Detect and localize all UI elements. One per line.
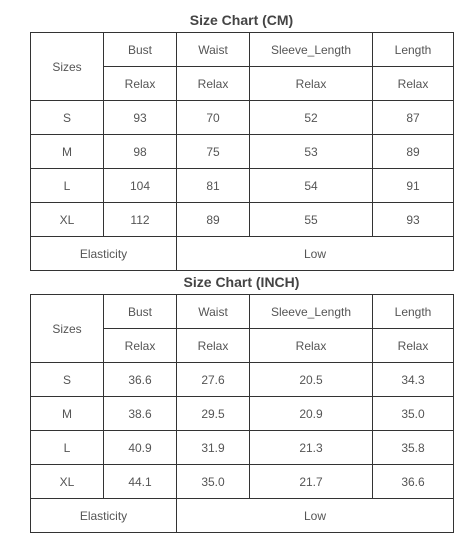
table-cell: 87 bbox=[373, 101, 454, 135]
table-cell: 40.9 bbox=[104, 431, 177, 465]
size-label: S bbox=[31, 363, 104, 397]
table-cell: 21.7 bbox=[250, 465, 373, 499]
table-cell: 29.5 bbox=[177, 397, 250, 431]
fit-cell: Relax bbox=[250, 329, 373, 363]
sizes-header: Sizes bbox=[31, 33, 104, 101]
table-row bbox=[31, 465, 454, 499]
fit-cell: Relax bbox=[177, 67, 250, 101]
table-cell: 27.6 bbox=[177, 363, 250, 397]
fit-cell: Relax bbox=[104, 329, 177, 363]
table-cell: 104 bbox=[104, 169, 177, 203]
table-row bbox=[31, 397, 454, 431]
header-row bbox=[31, 295, 454, 329]
header-row bbox=[31, 33, 454, 67]
table-cell: 53 bbox=[250, 135, 373, 169]
table-cell: 91 bbox=[373, 169, 454, 203]
table-cell: 93 bbox=[104, 101, 177, 135]
column-header-sleeve-length: Sleeve_Length bbox=[250, 33, 373, 67]
table-cell: 20.9 bbox=[250, 397, 373, 431]
table-cell: 55 bbox=[250, 203, 373, 237]
elasticity-label: Elasticity bbox=[31, 237, 177, 271]
table-cell: 112 bbox=[104, 203, 177, 237]
elasticity-value: Low bbox=[177, 237, 454, 271]
sizes-header: Sizes bbox=[31, 295, 104, 363]
table-row bbox=[31, 169, 454, 203]
size-chart-cm-table bbox=[30, 32, 454, 271]
column-header-bust: Bust bbox=[104, 33, 177, 67]
table-cell: 20.5 bbox=[250, 363, 373, 397]
table-cell: 36.6 bbox=[104, 363, 177, 397]
size-chart-inch-table bbox=[30, 294, 454, 533]
table-row bbox=[31, 363, 454, 397]
column-header-sleeve-length: Sleeve_Length bbox=[250, 295, 373, 329]
fit-cell: Relax bbox=[250, 67, 373, 101]
column-header-length: Length bbox=[373, 33, 454, 67]
fit-cell: Relax bbox=[104, 67, 177, 101]
column-header-bust: Bust bbox=[104, 295, 177, 329]
table-cell: 98 bbox=[104, 135, 177, 169]
size-label: L bbox=[31, 169, 104, 203]
table-cell: 38.6 bbox=[104, 397, 177, 431]
size-chart-inch-title: Size Chart (INCH) bbox=[183, 274, 300, 290]
table-row bbox=[31, 101, 454, 135]
table-cell: 93 bbox=[373, 203, 454, 237]
table-cell: 52 bbox=[250, 101, 373, 135]
size-chart-cm-title: Size Chart (CM) bbox=[189, 12, 294, 28]
table-cell: 35.0 bbox=[177, 465, 250, 499]
table-cell: 70 bbox=[177, 101, 250, 135]
size-label: S bbox=[31, 101, 104, 135]
elasticity-row bbox=[31, 237, 454, 271]
table-cell: 54 bbox=[250, 169, 373, 203]
table-cell: 75 bbox=[177, 135, 250, 169]
table-cell: 21.3 bbox=[250, 431, 373, 465]
table-cell: 44.1 bbox=[104, 465, 177, 499]
table-cell: 35.0 bbox=[373, 397, 454, 431]
table-cell: 36.6 bbox=[373, 465, 454, 499]
table-row bbox=[31, 203, 454, 237]
column-header-waist: Waist bbox=[177, 295, 250, 329]
size-label: XL bbox=[31, 203, 104, 237]
table-cell: 89 bbox=[373, 135, 454, 169]
column-header-waist: Waist bbox=[177, 33, 250, 67]
column-header-length: Length bbox=[373, 295, 454, 329]
elasticity-row bbox=[31, 499, 454, 533]
table-cell: 89 bbox=[177, 203, 250, 237]
table-row bbox=[31, 431, 454, 465]
size-label: L bbox=[31, 431, 104, 465]
table-cell: 35.8 bbox=[373, 431, 454, 465]
size-label: XL bbox=[31, 465, 104, 499]
elasticity-label: Elasticity bbox=[31, 499, 177, 533]
table-cell: 34.3 bbox=[373, 363, 454, 397]
table-cell: 31.9 bbox=[177, 431, 250, 465]
fit-cell: Relax bbox=[373, 67, 454, 101]
table-cell: 81 bbox=[177, 169, 250, 203]
fit-cell: Relax bbox=[373, 329, 454, 363]
size-label: M bbox=[31, 397, 104, 431]
elasticity-value: Low bbox=[177, 499, 454, 533]
size-label: M bbox=[31, 135, 104, 169]
fit-cell: Relax bbox=[177, 329, 250, 363]
table-row bbox=[31, 135, 454, 169]
